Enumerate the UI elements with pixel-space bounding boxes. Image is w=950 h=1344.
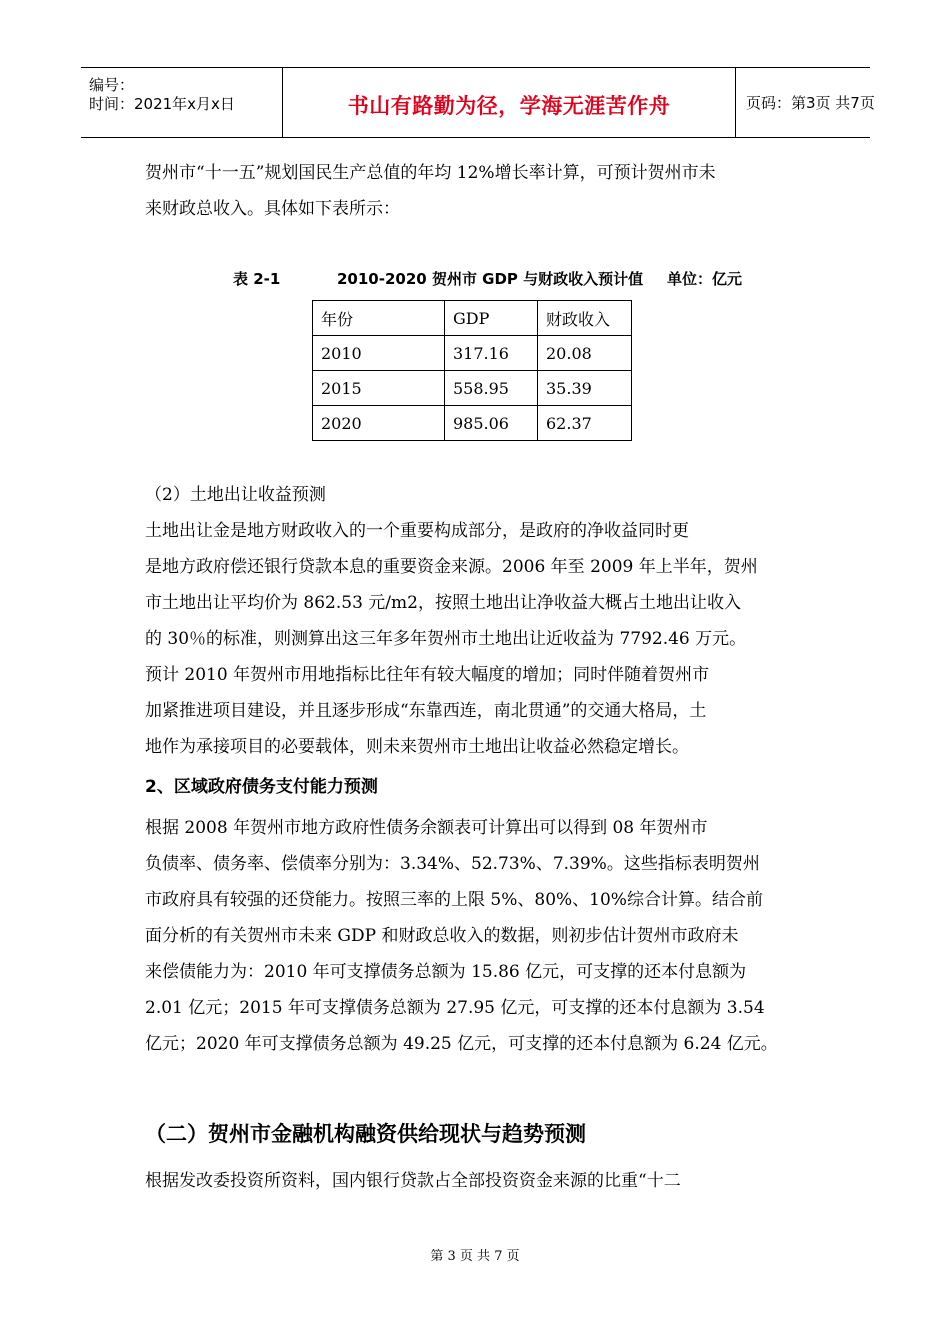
header-motto-cell	[283, 68, 736, 137]
table-cell: 317.16	[445, 336, 538, 371]
table-header-cell: 年份	[313, 301, 445, 336]
finance-para-line: 根据发改委投资所资料，国内银行贷款占全部投资资金来源的比重“十二	[145, 1171, 681, 1191]
table-cell: 2010	[313, 336, 445, 371]
page-header	[81, 67, 875, 138]
intro-line-1: 贺州市“十一五”规划国民生产总值的年均 12%增长率计算，可预计贺州市未	[145, 163, 716, 183]
header-motto: 书山有路勤为径，学海无涯苦作舟	[347, 94, 671, 118]
document-date-label: 时间：2021年x月x日	[89, 95, 235, 113]
land-para2-line: 地作为承接项目的必要载体，则未来贺州市土地出让收益必然稳定增长。	[145, 737, 689, 757]
debt-para-line: 来偿债能力为：2010 年可支撑债务总额为 15.86 亿元，可支撑的还本付息额为	[145, 962, 747, 982]
table-cell: 2020	[313, 406, 445, 441]
table-row	[313, 336, 632, 371]
table-cell: 558.95	[445, 371, 538, 406]
table-cell: 985.06	[445, 406, 538, 441]
land-para2-line: 预计 2010 年贺州市用地指标比往年有较大幅度的增加；同时伴随着贺州市	[145, 665, 710, 685]
land-section-title: （2）土地出让收益预测	[145, 485, 326, 505]
table-header-cell: 财政收入	[538, 301, 632, 336]
document-number-label: 编号：	[89, 76, 135, 94]
debt-para-line: 负债率、债务率、偿债率分别为：3.34%、52.73%、7.39%。这些指标表明贺州	[145, 854, 760, 874]
intro-line-2: 来财政总收入。具体如下表所示：	[145, 199, 400, 219]
land-para1-line: 是地方政府偿还银行贷款本息的重要资金来源。2006 年至 2009 年上半年，贺州	[145, 557, 758, 577]
land-para1-line: 市土地出让平均价为 862.53 元/m2，按照土地出让净收益大概占土地出让收入	[145, 593, 741, 613]
debt-para-line: 面分析的有关贺州市未来 GDP 和财政总收入的数据，则初步估计贺州市政府未	[145, 926, 739, 946]
table-header-row	[313, 301, 632, 336]
header-page-cell	[736, 68, 875, 137]
land-para1-line: 土地出让金是地方财政收入的一个重要构成部分，是政府的净收益同时更	[145, 521, 689, 541]
table-caption-title: 2010-2020 贺州市 GDP 与财政收入预计值	[337, 270, 644, 288]
table-cell: 62.37	[538, 406, 632, 441]
table-cell: 2015	[313, 371, 445, 406]
debt-para-line: 亿元；2020 年可支撑债务总额为 49.25 亿元，可支撑的还本付息额为 6.24 亿元。	[145, 1034, 778, 1054]
header-meta-cell	[81, 68, 283, 137]
table-caption-unit: 单位：亿元	[667, 270, 743, 288]
page-footer: 第 3 页 共 7 页	[430, 1249, 520, 1264]
table-cell: 20.08	[538, 336, 632, 371]
land-para1-line: 的 30％的标准，则测算出这三年多年贺州市土地出让近收益为 7792.46 万元。	[145, 629, 747, 649]
debt-section-heading: 2、区域政府债务支付能力预测	[145, 777, 378, 797]
header-page-number: 页码：第3页 共7页	[746, 94, 875, 112]
gdp-revenue-table	[312, 300, 632, 441]
table-cell: 35.39	[538, 371, 632, 406]
table-caption-id: 表 2-1	[233, 270, 281, 288]
debt-para-line: 根据 2008 年贺州市地方政府性债务余额表可计算出可以得到 08 年贺州市	[145, 818, 708, 838]
debt-para-line: 2.01 亿元；2015 年可支撑债务总额为 27.95 亿元，可支撑的还本付息额为 3.54	[145, 998, 765, 1018]
land-para2-line: 加紧推进项目建设，并且逐步形成“东靠西连，南北贯通”的交通大格局，土	[145, 701, 707, 721]
table-row	[313, 406, 632, 441]
table-header-cell: GDP	[445, 301, 538, 336]
debt-para-line: 市政府具有较强的还贷能力。按照三率的上限 5%、80%、10%综合计算。结合前	[145, 890, 763, 910]
table-row	[313, 371, 632, 406]
finance-section-heading: （二）贺州市金融机构融资供给现状与趋势预测	[145, 1122, 586, 1146]
